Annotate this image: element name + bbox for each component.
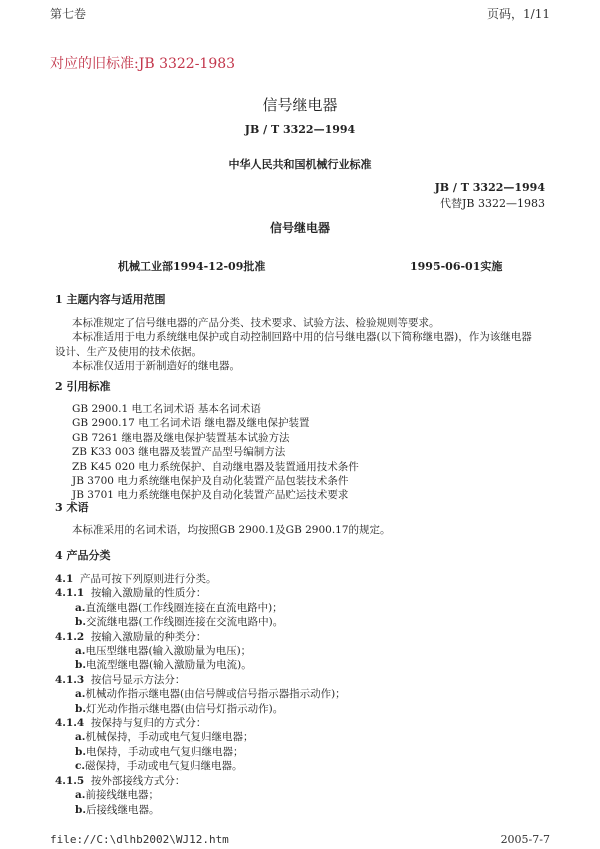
item-text: 前接线继电器； bbox=[85, 789, 159, 802]
sub-item bbox=[55, 702, 555, 716]
reference-item: ZB K45 020 电力系统保护、自动继电器及装置通用技术条件 bbox=[72, 460, 359, 473]
reference-item: GB 2900.1 电工名词术语 基本名词术语 bbox=[72, 403, 261, 415]
item-text: 按输入激励量的种类分： bbox=[84, 630, 207, 643]
section-2-heading: 2 引用标准 bbox=[55, 380, 111, 393]
footer-file-path: file://C:\dlhb2002\WJ12.htm bbox=[50, 833, 229, 846]
section-4-heading: 4 产品分类 bbox=[55, 549, 111, 562]
paragraph: 本标准采用的名词术语，均按照GB 2900.1及GB 2900.17的规定。 bbox=[72, 524, 391, 536]
reference-item: JB 3701 电力系统继电保护及自动化装置产品贮运技术要求 bbox=[72, 489, 349, 502]
item-number: b. bbox=[75, 803, 86, 816]
item-text: 后接线继电器。 bbox=[86, 803, 160, 816]
clause bbox=[55, 630, 555, 644]
item-text: 机械动作指示继电器(由信号牌或信号指示器指示动作)； bbox=[85, 688, 346, 701]
section-3-heading: 3 术语 bbox=[55, 501, 89, 514]
item-number: b. bbox=[75, 616, 86, 629]
item-number: b. bbox=[75, 659, 86, 672]
page-number: 页码，1/11 bbox=[487, 7, 550, 21]
reference-item: JB 3700 电力系统继电保护及自动化装置产品包装技术条件 bbox=[72, 475, 349, 488]
item-text: 交流继电器(工作线圈连接在交流电路中)。 bbox=[86, 616, 284, 629]
replaces-note: 代替JB 3322—1983 bbox=[440, 197, 545, 210]
sub-item bbox=[55, 730, 555, 744]
sub-item bbox=[55, 601, 555, 615]
item-text: 电流型继电器(输入激励量为电流)。 bbox=[86, 659, 252, 672]
volume-label: 第七卷 bbox=[50, 7, 87, 21]
section-3-body bbox=[55, 523, 555, 537]
paragraph: 本标准仅适用于新制造好的继电器。 bbox=[72, 360, 240, 373]
sub-item bbox=[55, 644, 555, 658]
clause bbox=[55, 586, 555, 600]
item-number: 4.1.5 bbox=[55, 774, 85, 787]
item-text: 按外部接线方式分： bbox=[84, 774, 186, 787]
clause bbox=[55, 774, 555, 788]
item-number: 4.1.4 bbox=[55, 717, 85, 730]
item-text: 产品可按下列原则进行分类。 bbox=[73, 573, 217, 585]
sub-item bbox=[55, 658, 555, 672]
item-text: 机械保持，手动或电气复归继电器； bbox=[85, 731, 254, 744]
sub-item bbox=[55, 687, 555, 701]
item-number: 4.1.3 bbox=[55, 673, 85, 686]
item-text: 直流继电器(工作线圈连接在直流电路中)； bbox=[85, 601, 283, 614]
paragraph-continued: 设计、生产及使用的技术依据。 bbox=[55, 345, 202, 358]
clause bbox=[55, 673, 555, 687]
reference-list bbox=[55, 402, 555, 503]
paragraph: 本标准适用于电力系统继电保护或自动控制回路中用的信号继电器(以下简称继电器)，作为该继电器 bbox=[72, 331, 532, 344]
doc-title: 信号继电器 bbox=[262, 96, 338, 114]
clause bbox=[55, 572, 555, 586]
right-code: JB / T 3322—1994 bbox=[434, 181, 545, 194]
doc-code: JB / T 3322—1994 bbox=[244, 123, 356, 136]
item-number: 4.1 bbox=[55, 573, 74, 585]
classification-list bbox=[55, 572, 555, 817]
item-number: a. bbox=[75, 601, 86, 614]
sub-item bbox=[55, 615, 555, 629]
item-number: 4.1.1 bbox=[55, 587, 85, 600]
footer-date: 2005-7-7 bbox=[500, 833, 550, 846]
item-number: a. bbox=[75, 731, 86, 744]
doc-subtitle: 信号继电器 bbox=[269, 221, 330, 235]
item-number: a. bbox=[75, 789, 86, 802]
reference-item: GB 2900.17 电工名词术语 继电器及继电保护装置 bbox=[72, 417, 310, 430]
item-number: a. bbox=[75, 645, 86, 658]
sub-item bbox=[55, 788, 555, 802]
item-text: 电保持，手动或电气复归继电器； bbox=[86, 745, 244, 758]
section-1-body bbox=[55, 316, 555, 374]
item-number: b. bbox=[75, 702, 86, 715]
effective-date: 1995-06-01实施 bbox=[410, 260, 503, 273]
item-number: b. bbox=[75, 745, 86, 758]
item-text: 磁保持，手动或电气复归继电器。 bbox=[85, 760, 243, 773]
item-number: a. bbox=[75, 688, 86, 701]
old-standard-link[interactable]: 对应的旧标准:JB 3322-1983 bbox=[50, 56, 236, 72]
reference-item: ZB K33 003 继电器及装置产品型号编制方法 bbox=[72, 446, 286, 459]
sub-item bbox=[55, 759, 555, 773]
approval-date: 机械工业部1994-12-09批准 bbox=[118, 260, 266, 273]
reference-item: GB 7261 继电器及继电保护装置基本试验方法 bbox=[72, 431, 290, 444]
issuing-org: 中华人民共和国机械行业标准 bbox=[228, 158, 372, 171]
sub-item bbox=[55, 803, 555, 817]
item-number: c. bbox=[75, 760, 86, 773]
section-1-heading: 1 主题内容与适用范围 bbox=[55, 293, 166, 306]
clause bbox=[55, 716, 555, 730]
sub-item bbox=[55, 745, 555, 759]
paragraph: 本标准规定了信号继电器的产品分类、技术要求、试验方法、检验规则等要求。 bbox=[72, 317, 440, 329]
item-text: 按输入激励量的性质分： bbox=[84, 587, 207, 600]
item-text: 电压型继电器(输入激励量为电压)； bbox=[85, 645, 252, 658]
item-number: 4.1.2 bbox=[55, 630, 85, 643]
item-text: 按保持与复归的方式分： bbox=[84, 717, 207, 730]
item-text: 灯光动作指示继电器(由信号灯指示动作)。 bbox=[86, 702, 284, 715]
item-text: 按信号显示方法分： bbox=[84, 673, 186, 686]
